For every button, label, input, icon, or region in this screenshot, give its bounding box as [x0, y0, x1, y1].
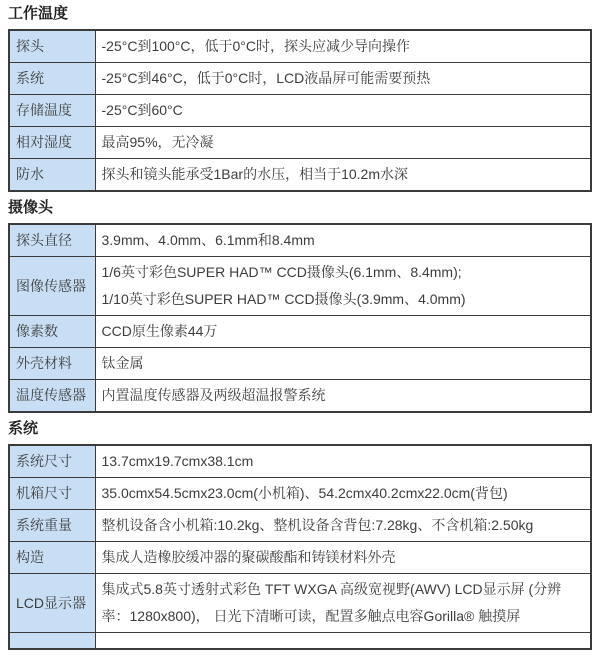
table-row	[9, 542, 591, 574]
section-working-temperature	[8, 6, 592, 192]
row-label-cell: 相对湿度	[9, 127, 95, 159]
row-label-cell: 系统	[9, 63, 95, 95]
row-label-cell: 构造	[9, 542, 95, 574]
row-value-cell	[95, 633, 591, 649]
row-label-cell: 防水	[9, 159, 95, 192]
value-line: 1/6英寸彩色SUPER HAD™ CCD摄像头(6.1mm、8.4mm);	[101, 264, 462, 280]
section-title-camera: 摄像头	[8, 199, 54, 216]
table-row	[9, 445, 591, 478]
value-line: 1/10英寸彩色SUPER HAD™ CCD摄像头(3.9mm、4.0mm)	[101, 291, 466, 307]
section-system	[8, 421, 592, 650]
row-label-cell: 存储温度	[9, 95, 95, 127]
row-value-cell: 3.9mm、4.0mm、6.1mm和8.4mm	[95, 224, 591, 257]
section-camera	[8, 200, 592, 413]
row-value-cell	[95, 257, 591, 316]
row-label-cell: 图像传感器	[9, 257, 95, 316]
row-value-cell: 内置温度传感器及两级超温报警系统	[95, 380, 591, 413]
row-label-cell: 像素数	[9, 316, 95, 348]
table-row	[9, 257, 591, 316]
row-value-cell: 集成式5.8英寸透射式彩色 TFT WXGA 高级宽视野(AWV) LCD显示屏 (分辨率：1280x800)， 日光下清晰可读，配置多触点电容Gorilla® 触摸屏	[95, 574, 591, 633]
row-label-cell: 机箱尺寸	[9, 478, 95, 510]
row-label-cell: 系统重量	[9, 510, 95, 542]
row-value-cell: -25°C到60°C	[95, 95, 591, 127]
row-value-cell: 13.7cmx19.7cmx38.1cm	[95, 445, 591, 478]
table-row	[9, 127, 591, 159]
table-row	[9, 224, 591, 257]
row-value-cell: 最高95%，无冷凝	[95, 127, 591, 159]
table-row	[9, 510, 591, 542]
table-row	[9, 63, 591, 95]
system-table	[8, 444, 592, 650]
table-row	[9, 380, 591, 413]
section-title-system: 系统	[8, 420, 39, 437]
row-value-cell: 整机设备含小机箱:10.2kg、整机设备含背包:7.28kg、不含机箱:2.50kg	[95, 510, 591, 542]
row-value-cell: CCD原生像素44万	[95, 316, 591, 348]
row-value-cell: 集成人造橡胶缓冲器的聚碳酸酯和铸镁材料外壳	[95, 542, 591, 574]
table-row-partial	[9, 633, 591, 649]
row-value-cell: -25°C到46°C，低于0°C时，LCD液晶屏可能需要预热	[95, 63, 591, 95]
row-label-cell: 温度传感器	[9, 380, 95, 413]
row-value-cell: -25°C到100°C，低于0°C时，探头应减少导向操作	[95, 30, 591, 63]
row-value-cell: 钛金属	[95, 348, 591, 380]
row-label-cell: LCD显示器	[9, 574, 95, 633]
row-value-cell: 探头和镜头能承受1Bar的水压，相当于10.2m水深	[95, 159, 591, 192]
section-title-working-temperature: 工作温度	[8, 5, 69, 22]
table-row	[9, 478, 591, 510]
table-row	[9, 30, 591, 63]
row-label-cell: 探头	[9, 30, 95, 63]
working-temperature-table	[8, 29, 592, 192]
row-label-cell: 探头直径	[9, 224, 95, 257]
table-row	[9, 348, 591, 380]
table-row	[9, 574, 591, 633]
table-row	[9, 316, 591, 348]
row-label-cell	[9, 633, 95, 649]
row-value-cell: 35.0cmx54.5cmx23.0cm(小机箱)、54.2cmx40.2cmx22.0cm(背包)	[95, 478, 591, 510]
row-label-cell: 系统尺寸	[9, 445, 95, 478]
camera-table	[8, 223, 592, 413]
table-row	[9, 159, 591, 192]
table-row	[9, 95, 591, 127]
row-label-cell: 外壳材料	[9, 348, 95, 380]
